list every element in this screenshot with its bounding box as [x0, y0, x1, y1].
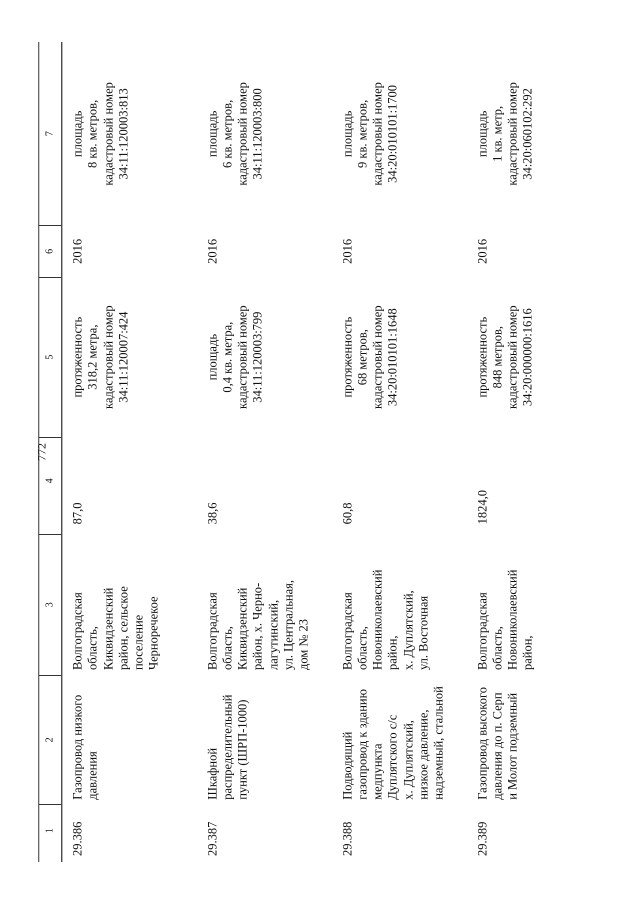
object-value: 1824,0	[474, 489, 489, 525]
rotated-page-content	[38, 42, 602, 862]
table-row	[62, 42, 197, 862]
object-name: Газопровод высокого давления до п. Серп и Молот подземный	[474, 686, 520, 800]
object-characteristic: протяженность 848 метров, кадастровый номер 34:20:000000:1616	[474, 305, 535, 409]
page-number: 772	[34, 443, 49, 461]
item-number: 29.386	[70, 821, 85, 856]
object-name: Подводящий газопровод к зданию медпункта Дуплятского с/с х. Дуплятский, низкое давление, надземный, стальной	[339, 686, 446, 800]
object-address: Волгоградская область, Киквидзенский район, сельское поселение Черноречекое	[70, 586, 161, 671]
object-year: 2016	[474, 238, 489, 264]
object-value: 38,6	[204, 502, 219, 525]
object-name: Шкафной распределительный пункт (ШРП-1000)	[204, 694, 250, 800]
table-row	[467, 42, 602, 862]
item-number: 29.388	[339, 821, 354, 856]
object-address: Волгоградская область, Новониколаевский район,	[474, 569, 535, 671]
column-header-1: 1	[39, 805, 62, 862]
object-year: 2016	[204, 238, 219, 264]
object-characteristic: протяженность 68 метров, кадастровый номер 34:20:010101:1648	[339, 305, 400, 409]
item-number: 29.389	[474, 821, 489, 856]
object-characteristic: площадь 0,4 кв. метра, кадастровый номер 34:11:120003:799	[204, 305, 265, 409]
land-plot-info: площадь 6 кв. метров, кадастровый номер 34:11:120003:800	[204, 82, 265, 186]
column-header-5: 5	[39, 277, 62, 437]
table-row	[332, 42, 467, 862]
land-plot-info: площадь 9 кв. метров, кадастровый номер 34:20:010101:1700	[339, 82, 400, 186]
land-plot-info: площадь 1 кв. метр, кадастровый номер 34:20:060102:292	[474, 82, 535, 186]
object-name: Газопровод низкого давления	[70, 694, 100, 800]
column-header-3: 3	[39, 534, 62, 675]
column-header-7: 7	[39, 42, 62, 226]
object-year: 2016	[339, 238, 354, 264]
table-header-row	[39, 42, 62, 862]
column-header-2: 2	[39, 675, 62, 805]
column-header-6: 6	[39, 226, 62, 277]
land-plot-info: площадь 8 кв. метров, кадастровый номер 34:11:120003:813	[70, 82, 130, 186]
item-number: 29.387	[204, 821, 219, 856]
object-value: 60,8	[339, 502, 354, 525]
object-value: 87,0	[70, 502, 85, 525]
object-year: 2016	[70, 238, 85, 264]
column-header-4: 4	[39, 437, 62, 534]
property-table	[38, 42, 602, 862]
object-address: Волгоградская область, Киквидзенский район, х. Черно- лагутинский, ул. Центральная, дом № 23	[204, 579, 311, 671]
object-characteristic: протяженность 318,2 метра, кадастровый номер 34:11:120007:424	[70, 305, 130, 409]
object-address: Волгоградская область, Новониколаевский район, х. Дуплятский, ул. Восточная	[339, 569, 430, 671]
table-row	[197, 42, 332, 862]
